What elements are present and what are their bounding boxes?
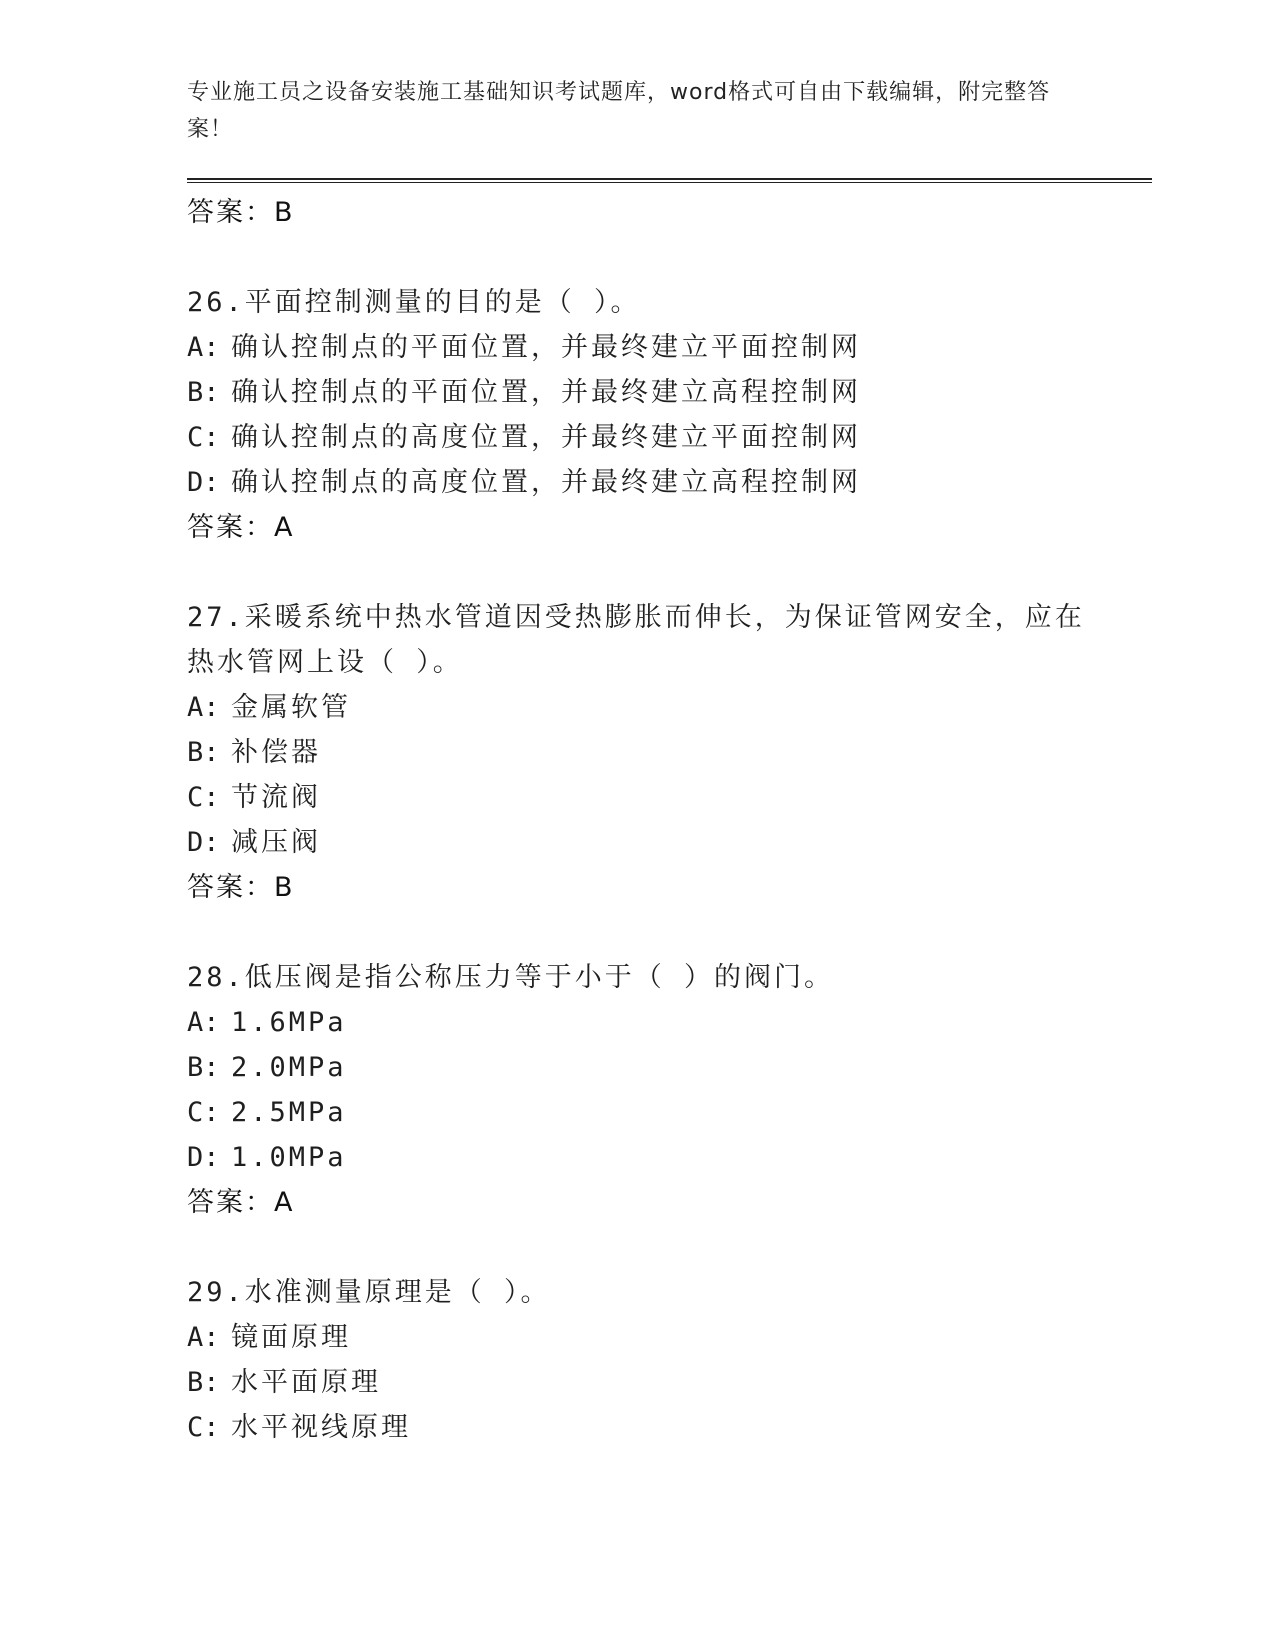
option-text: 确认控制点的高度位置，并最终建立高程控制网 bbox=[231, 467, 861, 498]
option-item bbox=[187, 1360, 1147, 1405]
header-divider bbox=[187, 178, 1152, 180]
header-title: 专业施工员之设备安装施工基础知识考试题库，word格式可自由下载编辑，附完整答案！ bbox=[187, 80, 1051, 142]
option-item bbox=[187, 685, 1147, 730]
option-label: B: bbox=[187, 377, 220, 408]
option-item bbox=[187, 775, 1147, 820]
question-item bbox=[187, 280, 1147, 550]
option-text: 金属软管 bbox=[231, 692, 351, 723]
option-item bbox=[187, 460, 1147, 505]
option-item bbox=[187, 1315, 1147, 1360]
option-label: D: bbox=[187, 1142, 220, 1173]
option-label: B: bbox=[187, 1367, 220, 1398]
option-text: 确认控制点的高度位置，并最终建立平面控制网 bbox=[231, 422, 861, 453]
option-item bbox=[187, 1045, 1147, 1090]
option-item bbox=[187, 1405, 1147, 1450]
answer-line: 答案：B bbox=[187, 872, 295, 903]
option-item bbox=[187, 820, 1147, 865]
option-item bbox=[187, 1000, 1147, 1045]
option-text: 镜面原理 bbox=[231, 1322, 351, 1353]
option-item bbox=[187, 325, 1147, 370]
option-text: 水平面原理 bbox=[231, 1367, 381, 1398]
option-item bbox=[187, 1135, 1147, 1180]
option-text: 补偿器 bbox=[231, 737, 321, 768]
option-text: 2.5MPa bbox=[231, 1097, 347, 1128]
option-label: B: bbox=[187, 1052, 220, 1083]
option-text: 水平视线原理 bbox=[231, 1412, 411, 1443]
answer-line: 答案：A bbox=[187, 512, 295, 543]
option-label: C: bbox=[187, 422, 220, 453]
option-label: C: bbox=[187, 1412, 220, 1443]
option-item bbox=[187, 1090, 1147, 1135]
option-label: D: bbox=[187, 827, 220, 858]
option-text: 1.6MPa bbox=[231, 1007, 347, 1038]
option-item bbox=[187, 730, 1147, 775]
question-item bbox=[187, 595, 1147, 910]
answer-line: 答案：A bbox=[187, 1187, 295, 1218]
option-text: 节流阀 bbox=[231, 782, 321, 813]
option-label: C: bbox=[187, 1097, 220, 1128]
question-text: 27.采暖系统中热水管道因受热膨胀而伸长，为保证管网安全，应在热水管网上设（ ）。 bbox=[187, 602, 1085, 678]
option-label: D: bbox=[187, 467, 220, 498]
question-item bbox=[187, 955, 1147, 1225]
option-label: A: bbox=[187, 1007, 220, 1038]
question-text: 26.平面控制测量的目的是（ ）。 bbox=[187, 287, 641, 318]
option-label: A: bbox=[187, 332, 220, 363]
option-text: 1.0MPa bbox=[231, 1142, 347, 1173]
option-text: 减压阀 bbox=[231, 827, 321, 858]
question-list bbox=[187, 190, 1147, 1450]
option-text: 确认控制点的平面位置，并最终建立平面控制网 bbox=[231, 332, 861, 363]
option-label: C: bbox=[187, 782, 220, 813]
option-text: 确认控制点的平面位置，并最终建立高程控制网 bbox=[231, 377, 861, 408]
question-item bbox=[187, 1270, 1147, 1450]
option-item bbox=[187, 370, 1147, 415]
option-item bbox=[187, 415, 1147, 460]
header-divider-thin bbox=[187, 182, 1152, 183]
option-label: A: bbox=[187, 1322, 220, 1353]
option-label: A: bbox=[187, 692, 220, 723]
answer-line: 答案：B bbox=[187, 197, 295, 228]
question-text: 29.水准测量原理是（ ）。 bbox=[187, 1277, 551, 1308]
option-text: 2.0MPa bbox=[231, 1052, 347, 1083]
option-label: B: bbox=[187, 737, 220, 768]
document-header bbox=[187, 74, 1067, 148]
question-text: 28.低压阀是指公称压力等于小于（ ）的阀门。 bbox=[187, 962, 835, 993]
